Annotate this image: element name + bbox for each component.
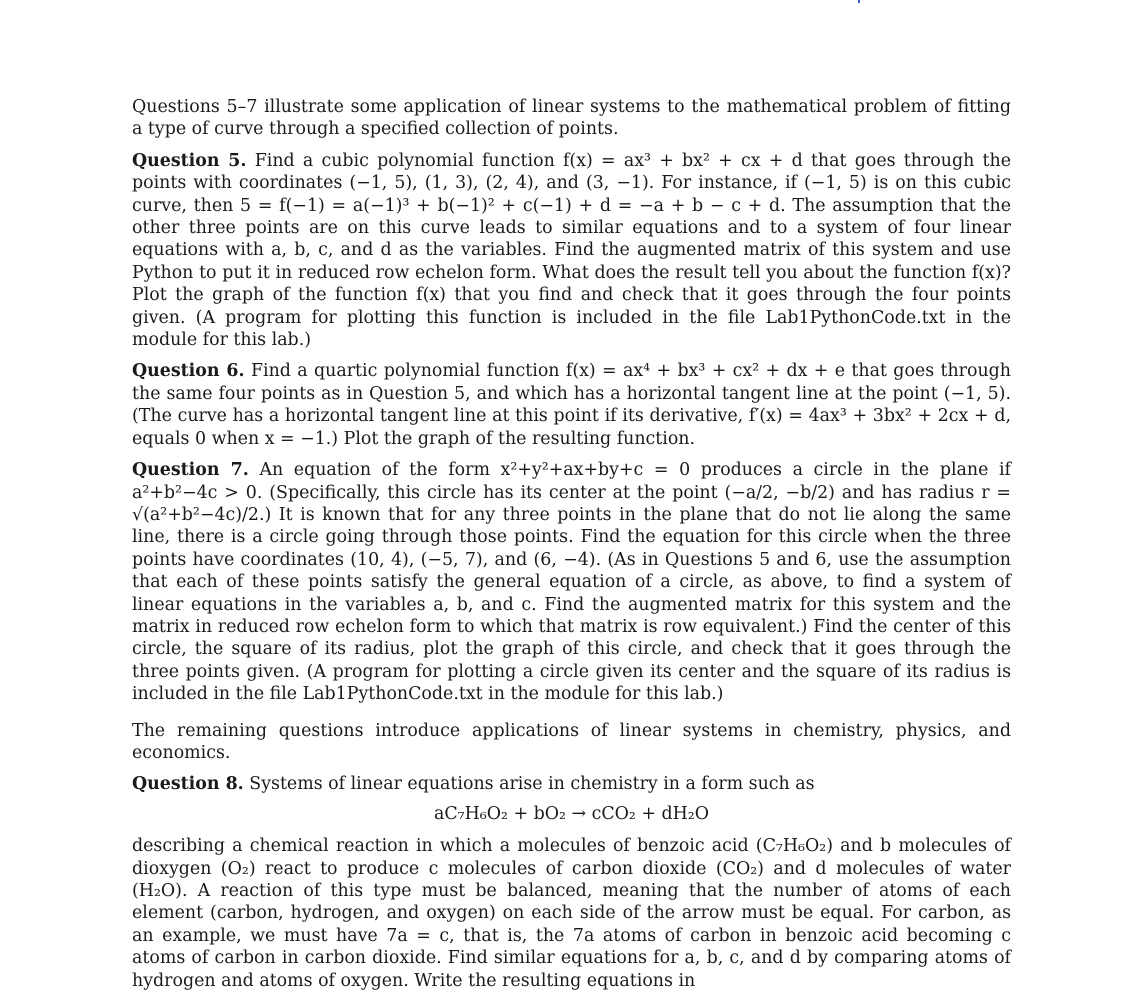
page-marker-dot: [858, 0, 860, 3]
question-6-text: Find a quartic polynomial function f(x) = ax⁴ + bx³ + cx² + dx + e that goes through the same four points as in Question 5, and which has a horizontal tangent line at the point (−1, 5). (The curve has a horizontal tangent line at this point if its derivative, f′(x) = 4ax³ + 3bx² + 2cx + d, equals 0 when x = −1.) Plot the graph of the resulting function.: [132, 361, 1011, 449]
question-7-label: Question 7.: [132, 460, 249, 481]
document-page: [132, 96, 1011, 992]
question-5-label: Question 5.: [132, 150, 247, 171]
question-7-text: An equation of the form x²+y²+ax+by+c = 0 produces a circle in the plane if a²+b²−4c > 0. (Specifically, this circle has its center at the point (−a/2, −b/2) and has radius r = √(a²+b²−4c)/2.) It is known that for any three points in the plane that do not lie along the same line, there is a circle going through those points. Find the equation for this circle when the three points have coordinates (10, 4), (−5, 7), and (6, −4). (As in Questions 5 and 6, use the assumption that each of these points satisfy the general equation of a circle, as above, to find a system of linear equations in the variables a, b, and c. Find the augmented matrix for this system and the matrix in reduced row echelon form to which that matrix is row equivalent.) Find the center of this circle, the square of its radius, plot the graph of this circle, and check that it goes through the three points given. (A program for plotting a circle given its center and the square of its radius is included in the file Lab1PythonCode.txt in the module for this lab.): [132, 460, 1011, 705]
question-5-paragraph: [132, 150, 1011, 352]
question-6-label: Question 6.: [132, 361, 245, 382]
question-8-paragraph: [132, 773, 1011, 795]
question-5-text: Find a cubic polynomial function f(x) = ax³ + bx² + cx + d that goes through the points with coordinates (−1, 5), (1, 3), (2, 4), and (3, −1). For instance, if (−1, 5) is on this cubic curve, then 5 = f(−1) = a(−1)³ + b(−1)² + c(−1) + d = −a + b − c + d. The assumption that the other three points are on this curve leads to similar equations and to a system of four linear equations with a, b, c, and d as the variables. Find the augmented matrix of this system and use Python to put it in reduced row echelon form. What does the result tell you about the function f(x)? Plot the graph of the function f(x) that you find and check that it goes through the four points given. (A program for plotting this function is included in the file Lab1PythonCode.txt in the module for this lab.): [132, 150, 1011, 351]
remaining-paragraph: The remaining questions introduce applications of linear systems in chemistry, physics, and economics.: [132, 720, 1011, 763]
question-8-continued: describing a chemical reaction in which a molecules of benzoic acid (C₇H₆O₂) and b molecules of dioxygen (O₂) react to produce c molecules of carbon dioxide (CO₂) and d molecules of water (H₂O). A reaction of this type must be balanced, meaning that the number of atoms of each element (carbon, hydrogen, and oxygen) on each side of the arrow must be equal. For carbon, as an example, we must have 7a = c, that is, the 7a atoms of carbon in benzoic acid becoming c atoms of carbon in carbon dioxide. Find similar equations for a, b, c, and d by comparing atoms of hydrogen and atoms of oxygen. Write the resulting equations in: [132, 836, 1011, 991]
benzoic-acid-reaction-equation: aC₇H₆O₂ + bO₂ → cCO₂ + dH₂O: [433, 803, 710, 824]
question-8-label: Question 8.: [132, 774, 244, 795]
question-7-paragraph: [132, 459, 1011, 705]
intro-paragraph: Questions 5–7 illustrate some application of linear systems to the mathematical problem of fitting a type of curve through a specified collection of points.: [132, 97, 1011, 140]
question-6-paragraph: [132, 360, 1011, 450]
question-8-text: Systems of linear equations arise in chemistry in a form such as: [249, 774, 815, 795]
